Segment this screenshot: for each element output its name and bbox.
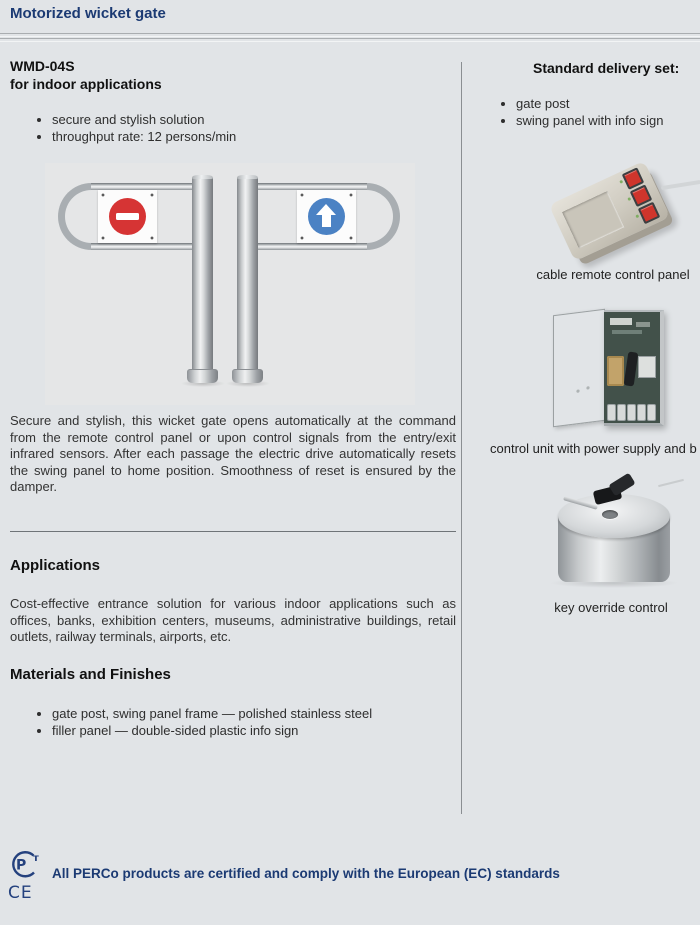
product-description: Secure and stylish, this wicket gate opens automatically at the command from the remote control panel or upon control signals from the entry/exit infrared sensors. After each passage the electric drive automatically resets the swing panel to home position. Smoothness of reset is ensured by the damper. [10, 413, 456, 494]
delivery-item: • swing panel with info sign [516, 112, 663, 129]
gate-post-base [232, 369, 263, 383]
no-entry-bar [116, 213, 139, 220]
capacitor [637, 404, 646, 421]
remote-led [635, 214, 639, 218]
wiring [624, 351, 639, 386]
svg-text:т: т [33, 853, 39, 864]
capacitor [647, 404, 656, 421]
pct-certification-icon [13, 852, 39, 876]
gate-post-left [192, 175, 213, 371]
feature-item: • throughput rate: 12 persons/min [52, 128, 236, 145]
circuit-component [610, 318, 632, 325]
remote-cable [661, 180, 700, 190]
info-sign-entry [297, 190, 356, 243]
svg-text:P: P [16, 857, 27, 874]
remote-caption: cable remote control panel [536, 267, 690, 282]
wicket-gate-product-image [45, 163, 415, 405]
header-divider [0, 33, 700, 37]
remote-led [619, 180, 623, 184]
arrow-up-icon [308, 198, 345, 235]
materials-heading: Materials and Finishes [10, 666, 171, 683]
remote-control-panel-image [545, 150, 695, 265]
applications-heading: Applications [10, 557, 101, 574]
gate-post-cap [192, 175, 213, 179]
feature-list [38, 111, 236, 145]
material-item: • filler panel — double-sided plastic info sign [52, 722, 372, 739]
applications-text: Cost-effective entrance solution for various indoor applications such as offices, banks, exhibition centers, museums, administrative buildings, retail outlets, railway terminals, airports, etc. [10, 596, 456, 644]
remote-led [627, 197, 631, 201]
capacitor [607, 404, 616, 421]
remote-recessed-panel [562, 191, 624, 248]
remote-body [549, 161, 670, 262]
delivery-item: • gate post [516, 95, 663, 112]
transformer [607, 356, 624, 386]
materials-list [38, 705, 372, 739]
frame-tube [247, 243, 367, 250]
column-divider [461, 62, 462, 814]
key-fob [608, 473, 635, 497]
certification-logos [7, 850, 47, 902]
control-unit-interior [604, 310, 664, 426]
capacitor [617, 404, 626, 421]
gate-post-right [237, 175, 258, 371]
no-entry-icon [109, 198, 146, 235]
gate-post-base [187, 369, 218, 383]
frame-tube [247, 183, 367, 190]
info-sign-no-entry [98, 190, 157, 243]
product-model: WMD-04S [10, 58, 75, 74]
delivery-set-list [502, 95, 663, 129]
arrow-stem [322, 214, 331, 227]
control-unit-image [553, 302, 673, 438]
page-title: Motorized wicket gate [10, 5, 166, 22]
circuit-component [612, 330, 642, 334]
wire [658, 479, 684, 487]
section-divider [10, 531, 456, 532]
gate-post-cap [237, 175, 258, 179]
circuit-component [636, 322, 650, 327]
control-unit-caption: control unit with power supply and b [490, 441, 697, 456]
certification-statement: All PERCo products are certified and comply with the European (EC) standards [52, 866, 560, 881]
keyhole [602, 510, 618, 519]
svg-text:CE: CE [8, 883, 33, 902]
control-unit-door [553, 309, 605, 427]
key-override-caption: key override control [554, 600, 668, 615]
relay [638, 356, 656, 378]
ce-mark-icon [8, 883, 33, 902]
feature-item: • secure and stylish solution [52, 111, 236, 128]
delivery-set-heading: Standard delivery set: [533, 60, 680, 76]
header-divider-2 [0, 38, 700, 42]
material-item: • gate post, swing panel frame — polished stainless steel [52, 705, 372, 722]
capacitor [627, 404, 636, 421]
product-subtitle: for indoor applications [10, 76, 162, 92]
key-override-image [550, 470, 680, 598]
